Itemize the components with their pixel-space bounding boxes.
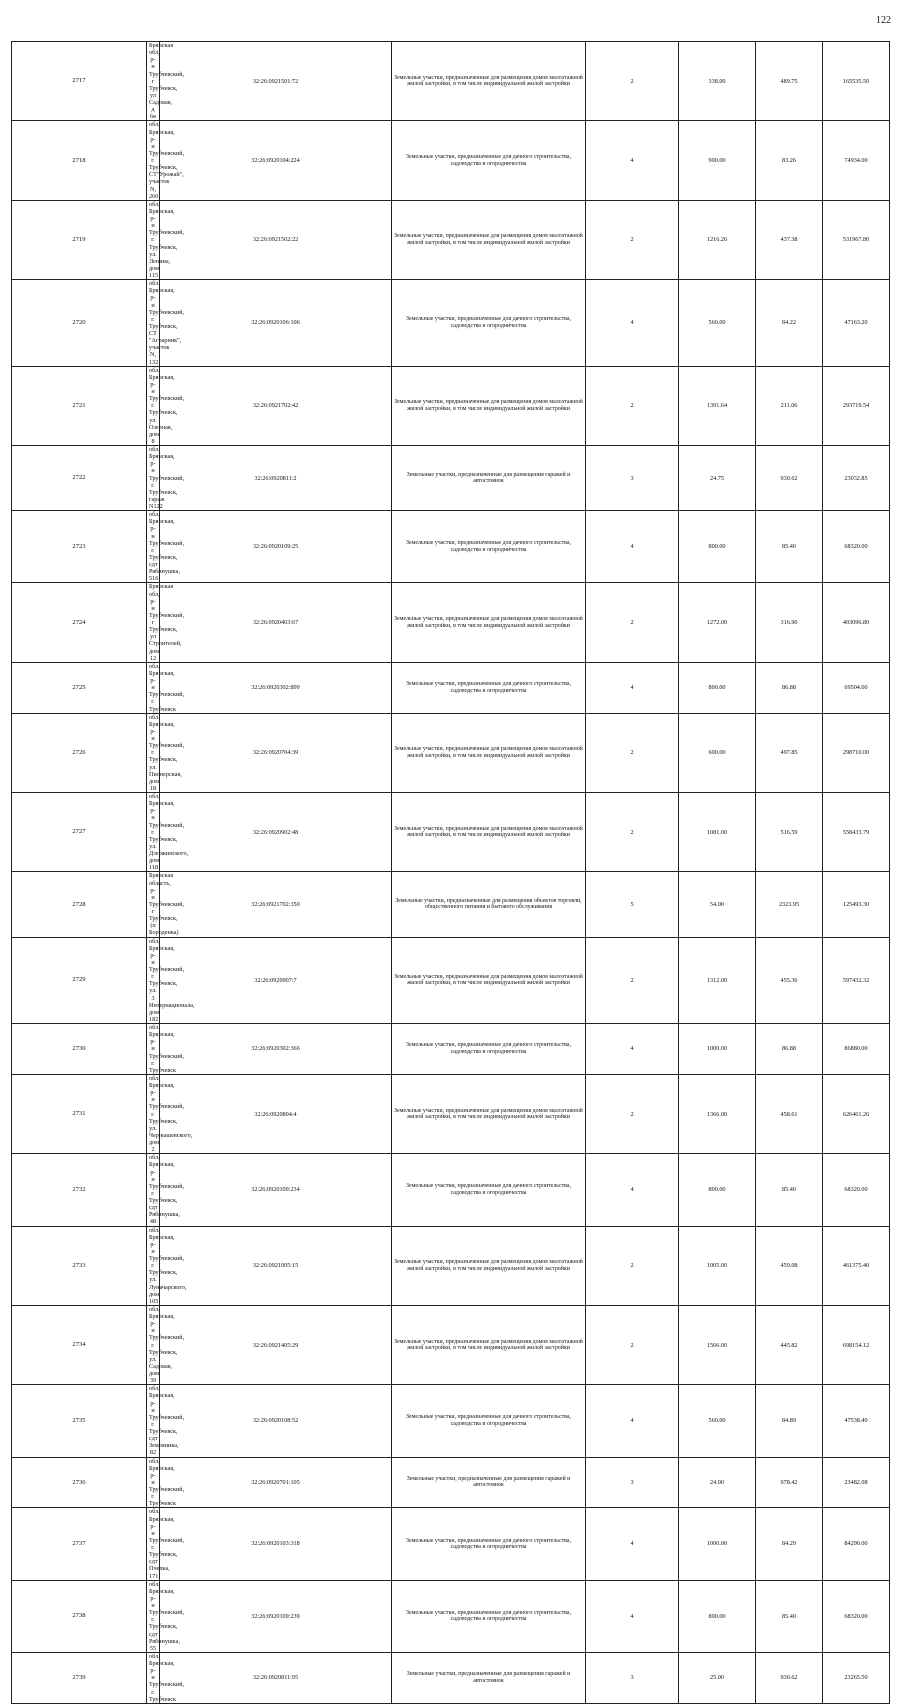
area-cell: 800.00 xyxy=(679,1580,756,1652)
unit-value-cell: 458.61 xyxy=(756,1074,823,1153)
group-cell: 4 xyxy=(586,1154,679,1226)
group-cell: 4 xyxy=(586,280,679,367)
row-number-cell: 2730 xyxy=(12,1024,147,1075)
area-cell: 1000.00 xyxy=(679,1508,756,1580)
cadastral-value-cell: 626461.26 xyxy=(823,1074,890,1153)
address-cell: обл. Брянская, р-н Трубчевский, г. Трубчевск, СТ"Урожай", участок N, 260 xyxy=(147,121,160,200)
cadastral-value-cell: 125493.30 xyxy=(823,872,890,937)
cadastral-value-table xyxy=(11,41,890,1704)
address-cell: обл. Брянская, р-н Трубчевский, г. Трубчевск, сдт Земляника, 82 xyxy=(147,1385,160,1457)
cadastral-value-cell: 165535.50 xyxy=(823,42,890,121)
land-use-cell: Земельные участки, предназначенные для дачного строительства, садоводства и огородничества xyxy=(392,1154,586,1226)
address-cell: Брянская обл, р-н Трубчевский, г Трубчевск, ул Садовая, д 6в xyxy=(147,42,160,121)
cadastral-value-cell: 698154.12 xyxy=(823,1305,890,1384)
row-number-cell: 2732 xyxy=(12,1154,147,1226)
unit-value-cell: 489.75 xyxy=(756,42,823,121)
unit-value-cell: 455.36 xyxy=(756,937,823,1024)
area-cell: 1005.00 xyxy=(679,1226,756,1305)
cadastral-number-cell: 32:26:0920103:318 xyxy=(160,1508,392,1580)
area-cell: 1391.64 xyxy=(679,366,756,445)
land-use-cell: Земельные участки, предназначенные для размещения домов малоэтажной жилой застройки, в том числе индивидуальной жилой застройки xyxy=(392,937,586,1024)
cadastral-number-cell: 32:26:0921405:29 xyxy=(160,1305,392,1384)
area-cell: 24.00 xyxy=(679,1457,756,1508)
cadastral-number-cell: 32:26:0920403:67 xyxy=(160,583,392,662)
area-cell: 338.00 xyxy=(679,42,756,121)
table-row xyxy=(12,1652,890,1703)
row-number-cell: 2734 xyxy=(12,1305,147,1384)
cadastral-value-cell: 84290.00 xyxy=(823,1508,890,1580)
cadastral-number-cell: 32:26:0921501:72 xyxy=(160,42,392,121)
unit-value-cell: 316.90 xyxy=(756,583,823,662)
group-cell: 2 xyxy=(586,366,679,445)
land-use-cell: Земельные участки, предназначенные для размещения домов малоэтажной жилой застройки, в том числе индивидуальной жилой застройки xyxy=(392,200,586,279)
cadastral-value-cell: 68320.00 xyxy=(823,1580,890,1652)
cadastral-number-cell: 32:26:0920701:105 xyxy=(160,1457,392,1508)
group-cell: 2 xyxy=(586,793,679,872)
cadastral-value-cell: 558433.79 xyxy=(823,793,890,872)
address-cell: обл. Брянская, р-н Трубчевский, г. Трубчевск, ул. Чернышевского, дом 2 xyxy=(147,1074,160,1153)
unit-value-cell: 437.38 xyxy=(756,200,823,279)
unit-value-cell: 211.06 xyxy=(756,366,823,445)
address-cell: обл. Брянская, р-н Трубчевский, г. Трубчевск, ул. Озерная, дом 8 xyxy=(147,366,160,445)
group-cell: 3 xyxy=(586,1457,679,1508)
address-cell: обл. Брянская, р-н Трубчевский, г. Трубчевск, сдт Рябинушка, 516 xyxy=(147,511,160,583)
group-cell: 2 xyxy=(586,937,679,1024)
table-row xyxy=(12,1457,890,1508)
cadastral-number-cell: 32:26:0920804:4 xyxy=(160,1074,392,1153)
area-cell: 1000.00 xyxy=(679,1024,756,1075)
row-number-cell: 2727 xyxy=(12,793,147,872)
row-number-cell: 2726 xyxy=(12,713,147,792)
area-cell: 1081.00 xyxy=(679,793,756,872)
address-cell: обл. Брянская, р-н Трубчевский, г. Трубчевск, ул. Дзержинского, дом 118 xyxy=(147,793,160,872)
address-cell: обл. Брянская, р-н Трубчевский, г. Трубчевск xyxy=(147,662,160,713)
cadastral-value-cell: 298710.00 xyxy=(823,713,890,792)
address-cell: обл. Брянская, р-н Трубчевский, г. Трубчевск, гараж N122 xyxy=(147,446,160,511)
cadastral-value-cell: 23482.08 xyxy=(823,1457,890,1508)
cadastral-number-cell: 32:26:0920108:52 xyxy=(160,1385,392,1457)
table-row xyxy=(12,200,890,279)
land-use-cell: Земельные участки, предназначенные для размещения гаражей и автостоянок xyxy=(392,1457,586,1508)
area-cell: 800.00 xyxy=(679,1154,756,1226)
cadastral-number-cell: 32:26:0921005:15 xyxy=(160,1226,392,1305)
land-use-cell: Земельные участки, предназначенные для дачного строительства, садоводства и огородничества xyxy=(392,1385,586,1457)
table-row xyxy=(12,937,890,1024)
table-row xyxy=(12,583,890,662)
table-row xyxy=(12,1385,890,1457)
table-row xyxy=(12,121,890,200)
area-cell: 1566.00 xyxy=(679,1305,756,1384)
table-row xyxy=(12,1580,890,1652)
table-row xyxy=(12,446,890,511)
address-cell: обл. Брянская, р-н Трубчевский, г. Трубчевск, ул. Ленина, дом 115 xyxy=(147,200,160,279)
row-number-cell: 2720 xyxy=(12,280,147,367)
area-cell: 800.00 xyxy=(679,511,756,583)
unit-value-cell: 2323.95 xyxy=(756,872,823,937)
area-cell: 24.75 xyxy=(679,446,756,511)
unit-value-cell: 445.82 xyxy=(756,1305,823,1384)
group-cell: 3 xyxy=(586,1652,679,1703)
table-row xyxy=(12,511,890,583)
land-use-cell: Земельные участки, предназначенные для дачного строительства, садоводства и огородничества xyxy=(392,280,586,367)
table-row xyxy=(12,1074,890,1153)
table-row xyxy=(12,1154,890,1226)
unit-value-cell: 86.88 xyxy=(756,1024,823,1075)
cadastral-number-cell: 32:26:0921702:350 xyxy=(160,872,392,937)
row-number-cell: 2738 xyxy=(12,1580,147,1652)
cadastral-number-cell: 32:26:0920109:234 xyxy=(160,1154,392,1226)
cadastral-number-cell: 32:26:0920104:224 xyxy=(160,121,392,200)
cadastral-value-cell: 597432.32 xyxy=(823,937,890,1024)
address-cell: Брянская область, р-н Трубчевский, г Трубчевск, (п Бороденка) xyxy=(147,872,160,937)
land-use-cell: Земельные участки, предназначенные для размещения гаражей и автостоянок xyxy=(392,1652,586,1703)
cadastral-number-cell: 32:26:0921702:42 xyxy=(160,366,392,445)
row-number-cell: 2729 xyxy=(12,937,147,1024)
group-cell: 4 xyxy=(586,662,679,713)
area-cell: 560.00 xyxy=(679,280,756,367)
table-row xyxy=(12,793,890,872)
land-use-cell: Земельные участки, предназначенные для размещения домов малоэтажной жилой застройки, в том числе индивидуальной жилой застройки xyxy=(392,793,586,872)
cadastral-number-cell: 32:26:0921502:22 xyxy=(160,200,392,279)
row-number-cell: 2733 xyxy=(12,1226,147,1305)
table-body xyxy=(12,42,890,1704)
unit-value-cell: 930.62 xyxy=(756,446,823,511)
table-row xyxy=(12,1508,890,1580)
cadastral-value-cell: 461375.40 xyxy=(823,1226,890,1305)
row-number-cell: 2721 xyxy=(12,366,147,445)
area-cell: 1272.00 xyxy=(679,583,756,662)
group-cell: 4 xyxy=(586,1024,679,1075)
unit-value-cell: 83.26 xyxy=(756,121,823,200)
unit-value-cell: 85.40 xyxy=(756,511,823,583)
row-number-cell: 2735 xyxy=(12,1385,147,1457)
table-row xyxy=(12,366,890,445)
cadastral-value-cell: 47163.20 xyxy=(823,280,890,367)
cadastral-number-cell: 32:26:0920902:48 xyxy=(160,793,392,872)
land-use-cell: Земельные участки, предназначенные для размещения домов малоэтажной жилой застройки, в том числе индивидуальной жилой застройки xyxy=(392,42,586,121)
area-cell: 1312.00 xyxy=(679,937,756,1024)
table-row xyxy=(12,280,890,367)
address-cell: обл. Брянская, р-н Трубчевский, г. Трубчевск, СТ "Аграрник", участок N, 132 xyxy=(147,280,160,367)
address-cell: обл. Брянская, р-н Трубчевский, г. Трубчевск, сдт Рябинушка, 48 xyxy=(147,1154,160,1226)
row-number-cell: 2722 xyxy=(12,446,147,511)
cadastral-value-cell: 68320.00 xyxy=(823,1154,890,1226)
cadastral-number-cell: 32:26:0920907:7 xyxy=(160,937,392,1024)
group-cell: 2 xyxy=(586,200,679,279)
table-row xyxy=(12,872,890,937)
land-use-cell: Земельные участки, предназначенные для дачного строительства, садоводства и огородничества xyxy=(392,662,586,713)
cadastral-number-cell: 32:26:0920302:899 xyxy=(160,662,392,713)
group-cell: 2 xyxy=(586,1226,679,1305)
row-number-cell: 2739 xyxy=(12,1652,147,1703)
cadastral-value-cell: 23265.50 xyxy=(823,1652,890,1703)
land-use-cell: Земельные участки, предназначенные для размещения домов малоэтажной жилой застройки, в том числе индивидуальной жилой застройки xyxy=(392,1226,586,1305)
area-cell: 800.00 xyxy=(679,662,756,713)
address-cell: обл. Брянская, р-н Трубчевский, г. Трубчевск xyxy=(147,1024,160,1075)
group-cell: 4 xyxy=(586,121,679,200)
land-use-cell: Земельные участки, предназначенные для дачного строительства, садоводства и огородничества xyxy=(392,121,586,200)
cadastral-number-cell: 32:26:0920109:25 xyxy=(160,511,392,583)
table-row xyxy=(12,1024,890,1075)
land-use-cell: Земельные участки, предназначенные для размещения гаражей и автостоянок xyxy=(392,446,586,511)
table-row xyxy=(12,1226,890,1305)
row-number-cell: 2718 xyxy=(12,121,147,200)
row-number-cell: 2737 xyxy=(12,1508,147,1580)
group-cell: 3 xyxy=(586,446,679,511)
unit-value-cell: 84.89 xyxy=(756,1385,823,1457)
unit-value-cell: 930.62 xyxy=(756,1652,823,1703)
address-cell: обл. Брянская, р-н Трубчевский, г. Трубчевск, сдт Пчелка, 171 xyxy=(147,1508,160,1580)
cadastral-value-cell: 68320.00 xyxy=(823,511,890,583)
table-row xyxy=(12,1305,890,1384)
address-cell: обл. Брянская, р-н Трубчевский, г. Трубчевск, ул. Садовая, дом 39 xyxy=(147,1305,160,1384)
cadastral-number-cell: 32:26:0920811:2 xyxy=(160,446,392,511)
unit-value-cell: 86.88 xyxy=(756,662,823,713)
cadastral-number-cell: 32:26:0920302:366 xyxy=(160,1024,392,1075)
unit-value-cell: 978.42 xyxy=(756,1457,823,1508)
group-cell: 2 xyxy=(586,1074,679,1153)
unit-value-cell: 84.22 xyxy=(756,280,823,367)
unit-value-cell: 85.40 xyxy=(756,1154,823,1226)
table-row xyxy=(12,713,890,792)
address-cell: обл. Брянская, р-н Трубчевский, г. Трубчевск, ул. 3 Интернационала, дом 182 xyxy=(147,937,160,1024)
group-cell: 2 xyxy=(586,1305,679,1384)
cadastral-value-cell: 74934.00 xyxy=(823,121,890,200)
land-use-cell: Земельные участки, предназначенные для размещения домов малоэтажной жилой застройки, в том числе индивидуальной жилой застройки xyxy=(392,1074,586,1153)
area-cell: 1216.26 xyxy=(679,200,756,279)
cadastral-value-cell: 69504.00 xyxy=(823,662,890,713)
land-use-cell: Земельные участки, предназначенные для дачного строительства, садоводства и огородничества xyxy=(392,1508,586,1580)
cadastral-value-cell: 86880.00 xyxy=(823,1024,890,1075)
land-use-cell: Земельные участки, предназначенные для размещения домов малоэтажной жилой застройки, в том числе индивидуальной жилой застройки xyxy=(392,1305,586,1384)
row-number-cell: 2717 xyxy=(12,42,147,121)
group-cell: 2 xyxy=(586,42,679,121)
address-cell: обл. Брянская, р-н Трубчевский, г. Трубчевск, ул. Луначарского, дом 105 xyxy=(147,1226,160,1305)
row-number-cell: 2736 xyxy=(12,1457,147,1508)
row-number-cell: 2723 xyxy=(12,511,147,583)
unit-value-cell: 85.40 xyxy=(756,1580,823,1652)
group-cell: 4 xyxy=(586,511,679,583)
address-cell: Брянская обл, р-н Трубчевский, г Трубчевск, ул Строителей, дом 12 xyxy=(147,583,160,662)
group-cell: 2 xyxy=(586,713,679,792)
land-use-cell: Земельные участки, предназначенные для размещения домов малоэтажной жилой застройки, в том числе индивидуальной жилой застройки xyxy=(392,713,586,792)
area-cell: 600.00 xyxy=(679,713,756,792)
cadastral-value-cell: 531967.80 xyxy=(823,200,890,279)
area-cell: 25.00 xyxy=(679,1652,756,1703)
unit-value-cell: 497.85 xyxy=(756,713,823,792)
cadastral-value-cell: 47538.40 xyxy=(823,1385,890,1457)
row-number-cell: 2719 xyxy=(12,200,147,279)
cadastral-number-cell: 32:26:0920704:39 xyxy=(160,713,392,792)
address-cell: обл. Брянская, р-н Трубчевский, г. Трубчевск, ул. Пионерская, дом 18 xyxy=(147,713,160,792)
group-cell: 4 xyxy=(586,1508,679,1580)
address-cell: обл. Брянская, р-н Трубчевский, г. Трубчевск xyxy=(147,1652,160,1703)
page-number: 122 xyxy=(876,15,891,26)
address-cell: обл. Брянская, р-н Трубчевский, г. Трубчевск xyxy=(147,1457,160,1508)
table-row xyxy=(12,662,890,713)
land-use-cell: Земельные участки, предназначенные для дачного строительства, садоводства и огородничества xyxy=(392,1580,586,1652)
land-use-cell: Земельные участки, предназначенные для дачного строительства, садоводства и огородничества xyxy=(392,511,586,583)
address-cell: обл. Брянская, р-н Трубчевский, г. Трубчевск, сдт Рябинушка, 55 xyxy=(147,1580,160,1652)
cadastral-number-cell: 32:26:0920811:95 xyxy=(160,1652,392,1703)
area-cell: 560.00 xyxy=(679,1385,756,1457)
area-cell: 900.00 xyxy=(679,121,756,200)
row-number-cell: 2724 xyxy=(12,583,147,662)
cadastral-number-cell: 32:26:0920106:106 xyxy=(160,280,392,367)
land-use-cell: Земельные участки, предназначенные для дачного строительства, садоводства и огородничества xyxy=(392,1024,586,1075)
cadastral-number-cell: 32:26:0920109:239 xyxy=(160,1580,392,1652)
unit-value-cell: 459.08 xyxy=(756,1226,823,1305)
group-cell: 4 xyxy=(586,1385,679,1457)
row-number-cell: 2725 xyxy=(12,662,147,713)
land-use-cell: Земельные участки, предназначенные для размещения домов малоэтажной жилой застройки, в том числе индивидуальной жилой застройки xyxy=(392,583,586,662)
cadastral-value-cell: 23032.85 xyxy=(823,446,890,511)
area-cell: 54.00 xyxy=(679,872,756,937)
row-number-cell: 2731 xyxy=(12,1074,147,1153)
table-row xyxy=(12,42,890,121)
group-cell: 2 xyxy=(586,583,679,662)
area-cell: 1366.00 xyxy=(679,1074,756,1153)
group-cell: 4 xyxy=(586,1580,679,1652)
unit-value-cell: 84.29 xyxy=(756,1508,823,1580)
cadastral-value-cell: 293719.54 xyxy=(823,366,890,445)
group-cell: 5 xyxy=(586,872,679,937)
row-number-cell: 2728 xyxy=(12,872,147,937)
cadastral-value-cell: 403096.80 xyxy=(823,583,890,662)
unit-value-cell: 516.59 xyxy=(756,793,823,872)
land-use-cell: Земельные участки, предназначенные для размещения объектов торговли, общественного питания и бытового обслуживания xyxy=(392,872,586,937)
land-use-cell: Земельные участки, предназначенные для размещения домов малоэтажной жилой застройки, в том числе индивидуальной жилой застройки xyxy=(392,366,586,445)
